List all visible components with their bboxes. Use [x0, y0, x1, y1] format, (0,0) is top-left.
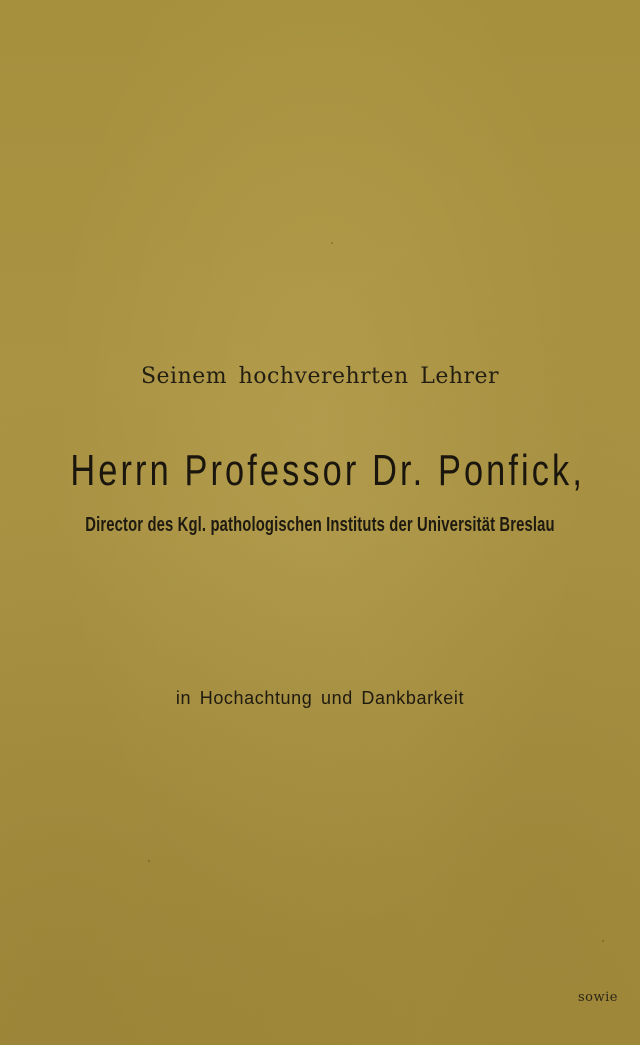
dedication-line: Seinem hochverehrten Lehrer: [140, 364, 500, 389]
paper-speck: [331, 242, 333, 244]
paper-speck: [602, 940, 604, 942]
recipient-name: Herrn Professor Dr. Ponfick,: [70, 446, 585, 495]
catchword: sowie: [578, 990, 618, 1005]
gratitude-line: in Hochachtung und Dankbarkeit: [175, 688, 465, 708]
paper-speck: [148, 860, 150, 862]
recipient-title: Director des Kgl. pathologischen Instituts der Universität Breslau: [85, 514, 555, 536]
